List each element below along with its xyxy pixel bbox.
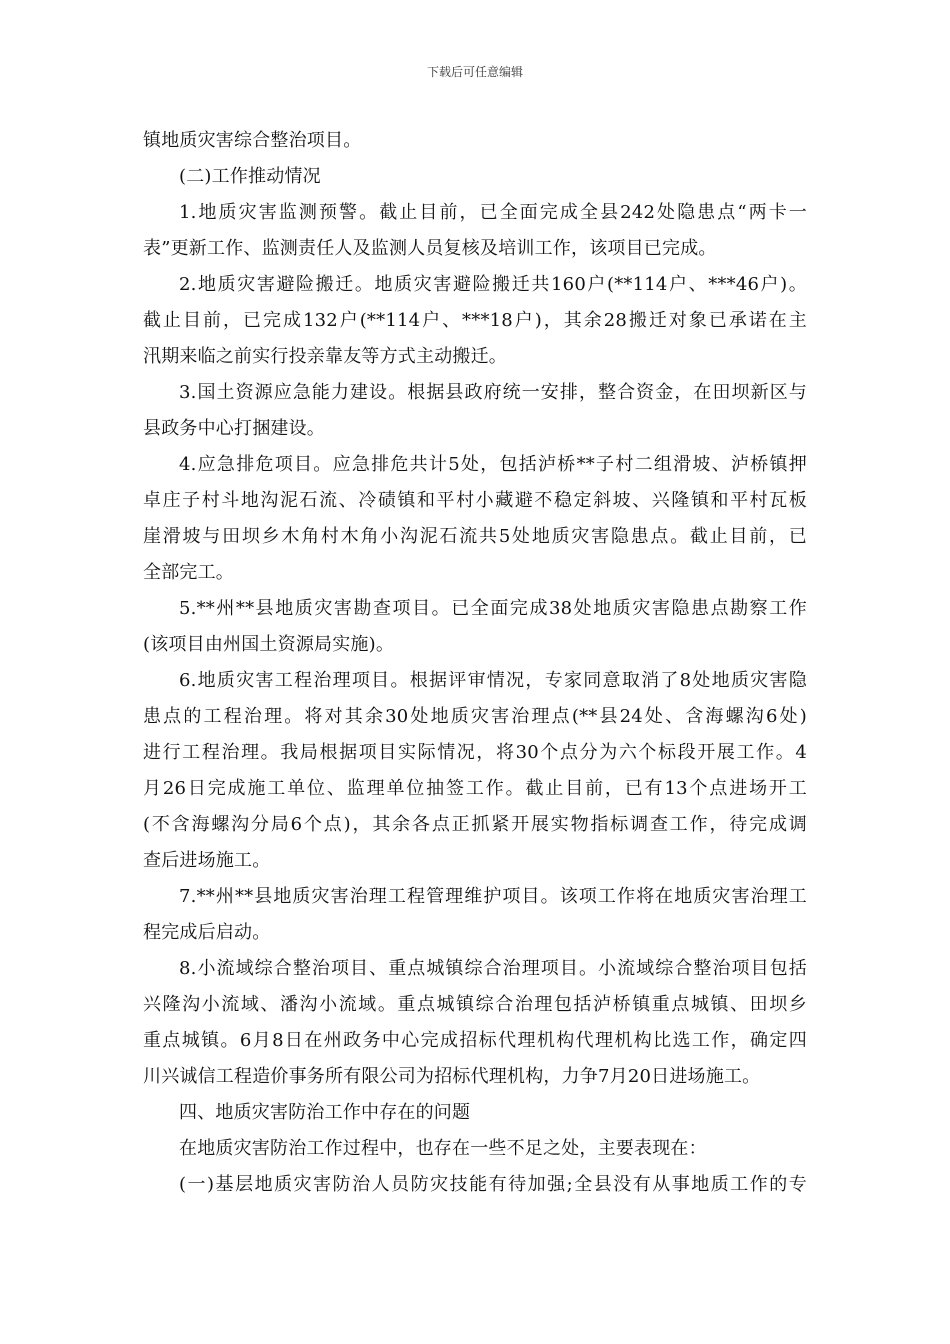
text-line: 表”更新工作、监测责任人及监测人员复核及培训工作，该项目已完成。 (143, 238, 717, 259)
text-line: 查后进场施工。 (143, 850, 271, 871)
text-line: 2.地质灾害避险搬迁。地质灾害避险搬迁共160户(**114户、***46户)。 (179, 274, 807, 295)
document-body (143, 123, 807, 1203)
text-line: 汛期来临之前实行投亲靠友等方式主动搬迁。 (143, 346, 507, 367)
text-line: 截止目前，已完成132户(**114户、***18户)，其余28搬迁对象已承诺在主 (143, 310, 807, 331)
text-line: 1.地质灾害监测预警。截止目前，已全面完成全县242处隐患点“两卡一 (179, 202, 807, 223)
text-line: (该项目由州国土资源局实施)。 (143, 634, 395, 655)
text-line: 患点的工程治理。将对其余30处地质灾害治理点(**县24处、含海螺沟6处) (143, 706, 807, 727)
text-line: 兴隆沟小流域、潘沟小流域。重点城镇综合治理包括泸桥镇重点城镇、田坝乡 (143, 994, 807, 1015)
text-line: 崖滑坡与田坝乡木角村木角小沟泥石流共5处地质灾害隐患点。截止目前，已 (143, 526, 807, 547)
text-line: 5.**州**县地质灾害勘查项目。已全面完成38处地质灾害隐患点勘察工作 (179, 598, 807, 619)
text-line: 6.地质灾害工程治理项目。根据评审情况，专家同意取消了8处地质灾害隐 (179, 670, 807, 691)
text-line: 在地质灾害防治工作过程中，也存在一些不足之处，主要表现在： (179, 1138, 707, 1159)
text-line: 程完成后启动。 (143, 922, 271, 943)
text-line: 全部完工。 (143, 562, 234, 583)
text-line: (一)基层地质灾害防治人员防灾技能有待加强;全县没有从事地质工作的专 (179, 1174, 807, 1195)
text-line: 卓庄子村斗地沟泥石流、冷碛镇和平村小藏避不稳定斜坡、兴隆镇和平村瓦板 (143, 490, 807, 511)
page-header: 下载后可任意编辑 (426, 65, 523, 79)
text-line: 7.**州**县地质灾害治理工程管理维护项目。该项工作将在地质灾害治理工 (179, 886, 807, 907)
text-line: 3.国土资源应急能力建设。根据县政府统一安排，整合资金，在田坝新区与 (179, 382, 807, 403)
text-line: 县政务中心打捆建设。 (143, 418, 325, 439)
text-line: 4.应急排危项目。应急排危共计5处，包括泸桥**子村二组滑坡、泸桥镇押 (179, 454, 807, 475)
text-line: 进行工程治理。我局根据项目实际情况，将30个点分为六个标段开展工作。4 (143, 742, 807, 763)
text-line: 四、地质灾害防治工作中存在的问题 (179, 1102, 471, 1123)
text-line: 8.小流域综合整治项目、重点城镇综合治理项目。小流域综合整治项目包括 (179, 958, 807, 979)
text-line: 重点城镇。6月8日在州政务中心完成招标代理机构代理机构比选工作，确定四 (143, 1030, 807, 1051)
text-line: 月26日完成施工单位、监理单位抽签工作。截止目前，已有13个点进场开工 (143, 778, 807, 799)
text-line: 川兴诚信工程造价事务所有限公司为招标代理机构，力争7月20日进场施工。 (143, 1066, 761, 1087)
text-line: (不含海螺沟分局6个点)，其余各点正抓紧开展实物指标调查工作，待完成调 (143, 814, 807, 835)
text-line: (二)工作推动情况 (179, 166, 321, 187)
text-line: 镇地质灾害综合整治项目。 (143, 130, 362, 151)
